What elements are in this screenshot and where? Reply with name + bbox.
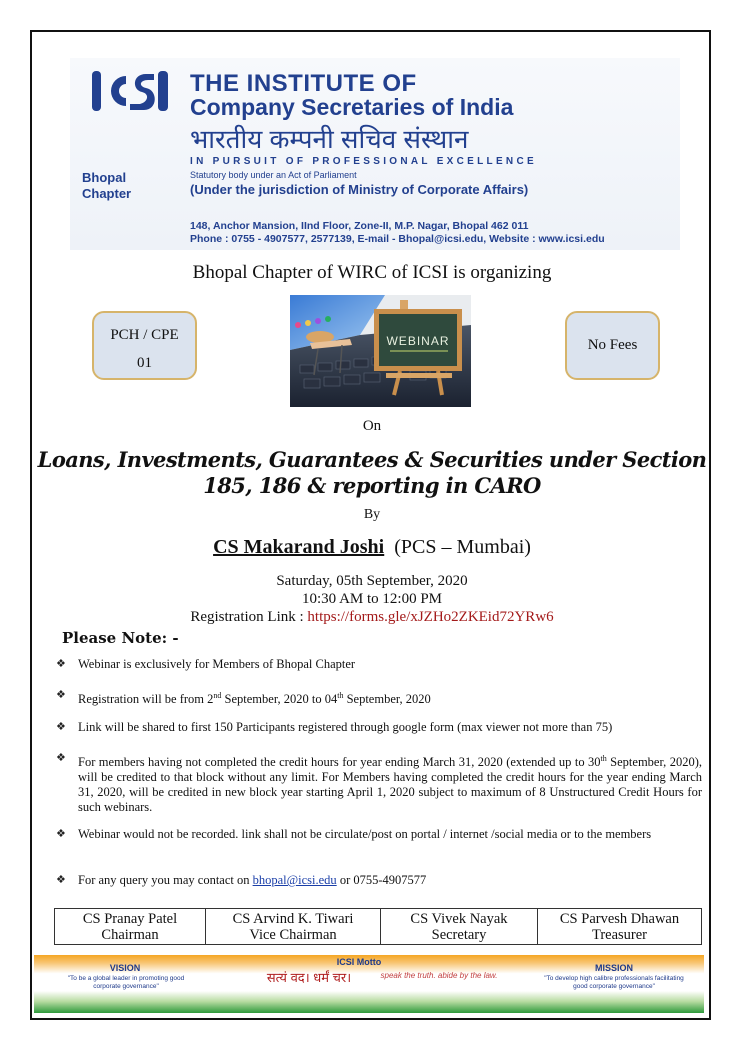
event-time: 10:30 AM to 12:00 PM — [301, 591, 443, 607]
webinar-title — [0, 447, 744, 499]
speaker-affiliation: (PCS – Mumbai) — [394, 536, 531, 558]
vision-text: "To be a global leader in promoting good corporate governance" — [67, 975, 185, 990]
officer-name: CS Parvesh Dhawan — [559, 910, 680, 927]
speaker-line — [0, 536, 744, 559]
note-text-part: or 0755-4907577 — [336, 873, 427, 887]
statutory-text: Statutory body under an Act of Parliament — [190, 170, 357, 180]
note-text — [78, 751, 702, 815]
contact-info: Phone : 0755 - 4907577, 2577139, E-mail - Bhopal@icsi.edu, Website : www.icsi.edu — [190, 233, 605, 245]
organizer-line: Bhopal Chapter of WIRC of ICSI is organizing — [192, 262, 552, 283]
institute-name: Company Secretaries of India — [190, 94, 514, 120]
vision-heading: VISION — [109, 963, 141, 973]
pch-cpe-label: PCH / CPE — [110, 327, 179, 343]
note-text-part: For members having not completed the credit hours for year ending March 31, 2020 (extended up to 30 — [78, 755, 601, 770]
fees-label: No Fees — [587, 337, 638, 353]
webinar-title-line2: 185, 186 & reporting in CARO — [203, 473, 541, 498]
note-text-part: Registration will be from 2 — [78, 692, 214, 707]
letterhead-banner — [70, 58, 680, 250]
diamond-bullet-icon: ❖ — [56, 721, 66, 733]
note-text-part: September, 2020 — [343, 692, 431, 707]
event-date: Saturday, 05th September, 2020 — [276, 573, 468, 589]
contact-email-link[interactable]: bhopal@icsi.edu — [252, 873, 337, 887]
diamond-bullet-icon: ❖ — [56, 874, 66, 886]
motto-english: speak the truth. abide by the law. — [380, 971, 498, 980]
officer-cell — [206, 909, 381, 945]
note-text-part: September, 2020 to 04 — [221, 692, 338, 707]
diamond-bullet-icon: ❖ — [56, 828, 66, 840]
footer-banner — [34, 955, 704, 1013]
jurisdiction-text: (Under the jurisdiction of Ministry of Corporate Affairs) — [190, 182, 529, 197]
institute-name-hindi: भारतीय कम्पनी सचिव संस्थान — [190, 124, 469, 154]
diamond-bullet-icon: ❖ — [56, 752, 66, 764]
webinar-board-text: WEBINAR — [386, 334, 450, 348]
diamond-bullet-icon: ❖ — [56, 689, 66, 701]
pch-cpe-value: 01 — [137, 355, 152, 371]
mission-text: "To develop high calibre professionals facilitating good corporate governance" — [544, 975, 684, 990]
on-label: On — [362, 418, 382, 434]
table-row — [55, 909, 702, 945]
webinar-illustration-icon — [290, 295, 471, 407]
officer-cell — [538, 909, 702, 945]
note-item — [56, 657, 702, 672]
note-heading: Please Note: - — [62, 629, 179, 647]
pch-cpe-box — [92, 311, 197, 380]
webinar-image — [290, 295, 471, 407]
note-item — [56, 751, 702, 815]
note-text-part: September, 2020), will be credited to that block without any limit. For Members having completed the credit hours for the year ending March 31, 2020, will be credited in new block year starting April 1, 2020 subject to maximum of 8 Unstructured Credit Hours for such webinars. — [78, 755, 702, 815]
address: 148, Anchor Mansion, IInd Floor, Zone-II, M.P. Nagar, Bhopal 462 011 — [190, 220, 529, 232]
officer-name: CS Vivek Nayak — [410, 910, 508, 927]
superscript: th — [600, 754, 607, 763]
motto-heading: ICSI Motto — [336, 957, 382, 967]
by-label: By — [363, 507, 381, 522]
officer-role: Secretary — [431, 926, 487, 943]
officer-name: CS Pranay Patel — [82, 910, 178, 927]
officer-cell — [55, 909, 206, 945]
note-text: Webinar is exclusively for Members of Bhopal Chapter — [78, 657, 356, 671]
institute-title: THE INSTITUTE OF — [190, 70, 417, 97]
diamond-bullet-icon: ❖ — [56, 658, 66, 670]
officer-name: CS Arvind K. Tiwari — [232, 910, 354, 927]
note-text: Link will be shared to first 150 Participants registered through google form (max viewer not more than 75) — [78, 720, 613, 734]
officer-role: Vice Chairman — [249, 926, 337, 943]
office-bearers-table — [54, 908, 702, 945]
registration-link[interactable]: https://forms.gle/xJZHo2ZKEid72YRw6 — [307, 609, 554, 625]
officer-cell — [381, 909, 538, 945]
superscript: th — [337, 691, 344, 700]
fees-box — [565, 311, 660, 380]
note-item — [56, 827, 702, 842]
officer-role: Chairman — [101, 926, 159, 943]
note-item — [56, 688, 702, 707]
webinar-title-line1: Loans, Investments, Guarantees & Securities under Section — [37, 447, 707, 472]
note-text-part: For any query you may contact on — [78, 873, 253, 887]
note-text — [78, 688, 702, 707]
tagline: IN PURSUIT OF PROFESSIONAL EXCELLENCE — [190, 156, 537, 167]
chapter-name: Bhopal Chapter — [82, 170, 132, 201]
registration-line — [0, 609, 744, 626]
note-text: Webinar would not be recorded. link shall not be circulate/post on portal / internet /social media or to the members — [78, 827, 652, 841]
mission-heading: MISSION — [594, 963, 633, 973]
note-text — [78, 873, 702, 888]
note-item — [56, 720, 702, 735]
note-item — [56, 873, 702, 888]
officer-role: Treasurer — [591, 926, 648, 943]
superscript: nd — [213, 691, 222, 700]
speaker-name: CS Makarand Joshi — [213, 536, 385, 558]
icsi-logo-icon — [92, 68, 176, 114]
motto-hindi: सत्यं वद। धर्मं चर। — [266, 970, 352, 985]
registration-label: Registration Link : — [190, 609, 308, 625]
